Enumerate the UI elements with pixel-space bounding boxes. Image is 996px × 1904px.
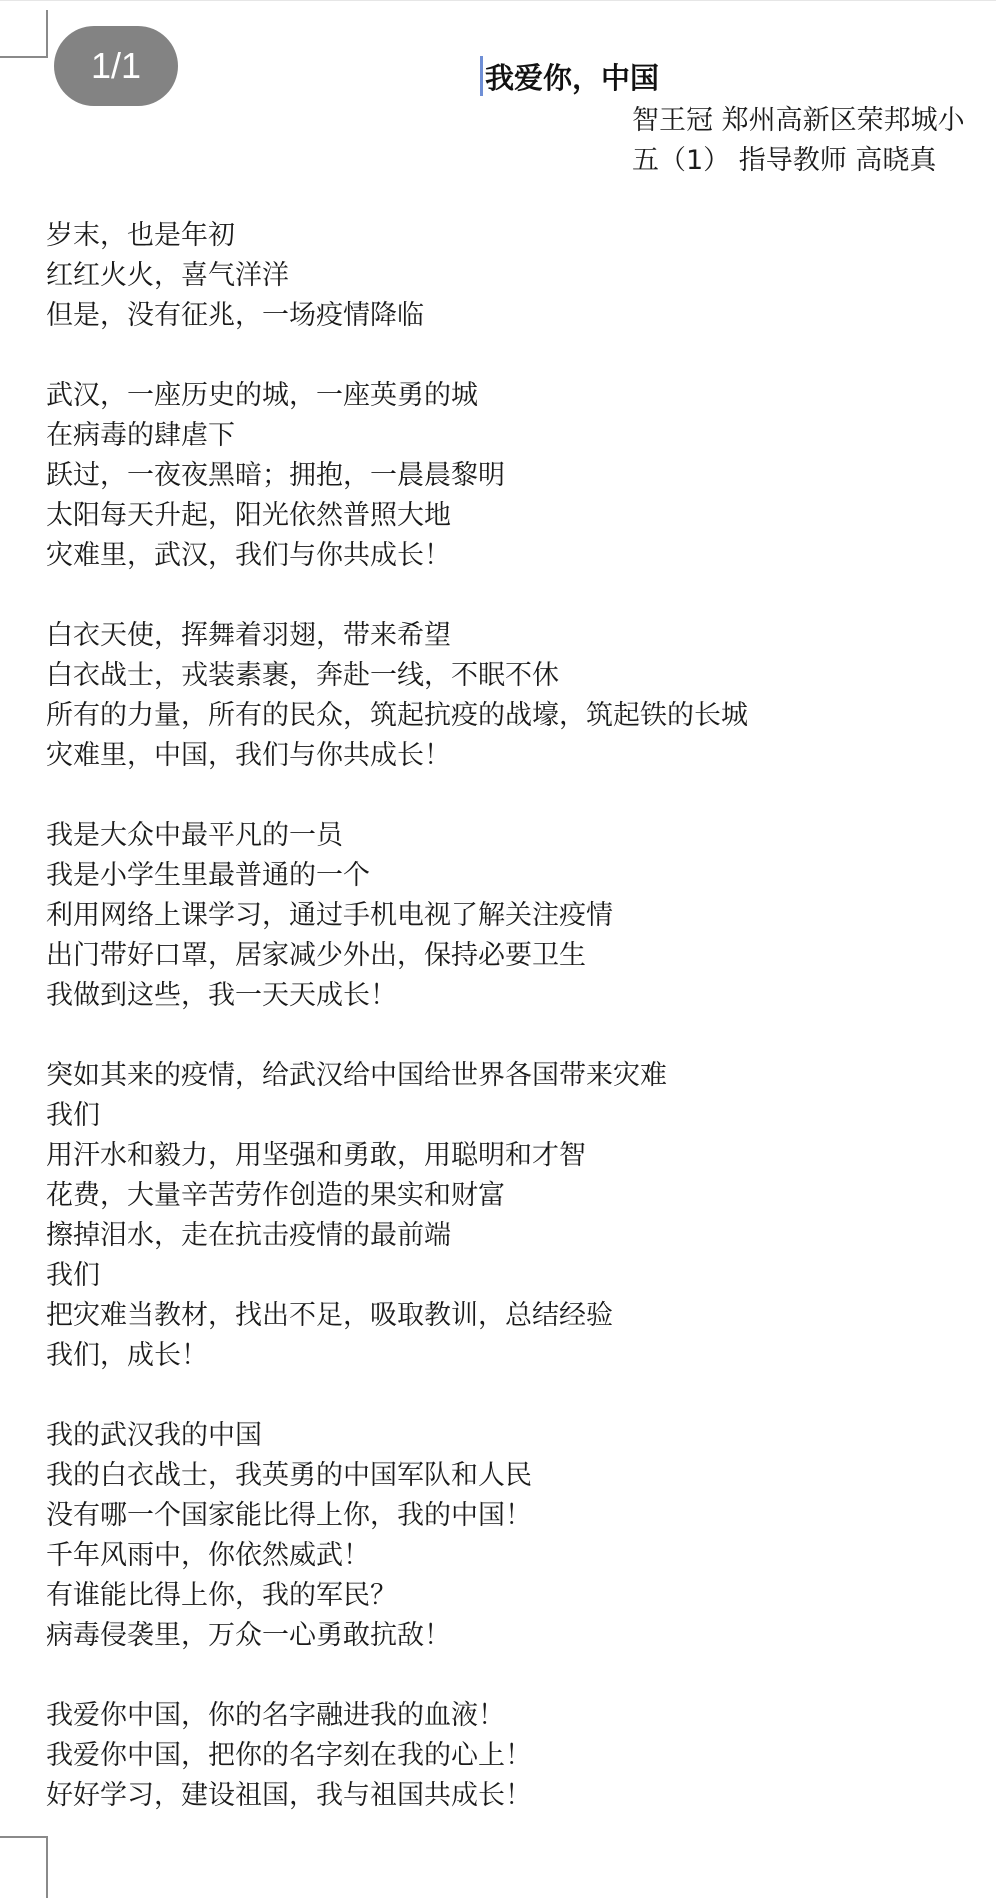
poem-line: 我们，成长！ <box>46 1340 208 1371</box>
poem-line: 跃过，一夜夜黑暗；拥抱，一晨晨黎明 <box>46 460 505 491</box>
byline-author-school: 智王冠 郑州高新区荣邦城小 <box>632 105 965 136</box>
poem-line: 好好学习，建设祖国，我与祖国共成长！ <box>46 1780 532 1811</box>
poem-line: 把灾难当教材，找出不足，吸取教训，总结经验 <box>46 1300 613 1331</box>
poem-line: 我做到这些，我一天天成长！ <box>46 980 397 1011</box>
poem-line: 红红火火，喜气洋洋 <box>46 260 289 291</box>
poem-line: 灾难里，中国，我们与你共成长！ <box>46 740 451 771</box>
poem-line: 擦掉泪水，走在抗击疫情的最前端 <box>46 1220 451 1251</box>
poem-line: 有谁能比得上你，我的军民？ <box>46 1580 397 1611</box>
byline-class-teacher: 五（1） 指导教师 高晓真 <box>632 145 937 176</box>
top-rule <box>0 0 996 1</box>
poem-line: 我的武汉我的中国 <box>46 1420 262 1451</box>
poem-line: 但是，没有征兆，一场疫情降临 <box>46 300 424 331</box>
poem-line: 在病毒的肆虐下 <box>46 420 235 451</box>
page-corner-mark-bottom <box>0 1836 48 1898</box>
poem-stanza <box>46 816 946 1016</box>
poem-stanza <box>46 216 946 336</box>
poem-line: 我爱你中国，把你的名字刻在我的心上！ <box>46 1740 532 1771</box>
poem-stanza <box>46 1056 946 1376</box>
poem-stanza <box>46 376 946 576</box>
poem-line: 病毒侵袭里，万众一心勇敢抗敌！ <box>46 1620 451 1651</box>
poem-line: 千年风雨中，你依然威武！ <box>46 1540 370 1571</box>
poem-line: 所有的力量，所有的民众，筑起抗疫的战壕，筑起铁的长城 <box>46 700 748 731</box>
page-corner-mark-top <box>0 10 48 58</box>
title-area[interactable] <box>480 56 659 96</box>
poem-line: 白衣天使，挥舞着羽翅，带来希望 <box>46 620 451 651</box>
poem-line: 灾难里，武汉，我们与你共成长！ <box>46 540 451 571</box>
page-indicator-badge: 1/1 <box>54 26 178 106</box>
poem-line: 花费，大量辛苦劳作创造的果实和财富 <box>46 1180 505 1211</box>
poem-line: 利用网络上课学习，通过手机电视了解关注疫情 <box>46 900 613 931</box>
poem-line: 太阳每天升起，阳光依然普照大地 <box>46 500 451 531</box>
poem-line: 岁末，也是年初 <box>46 220 235 251</box>
poem-line: 我是大众中最平凡的一员 <box>46 820 343 851</box>
poem-stanza <box>46 616 946 776</box>
document-title: 我爱你，中国 <box>485 60 660 95</box>
poem-line: 我爱你中国，你的名字融进我的血液！ <box>46 1700 505 1731</box>
poem-line: 武汉，一座历史的城，一座英勇的城 <box>46 380 478 411</box>
text-cursor <box>480 56 483 96</box>
poem-line: 我们 <box>46 1100 100 1131</box>
poem-line: 没有哪一个国家能比得上你，我的中国！ <box>46 1500 532 1531</box>
poem-stanza <box>46 1416 946 1656</box>
poem-body <box>46 216 946 1856</box>
poem-line: 用汗水和毅力，用坚强和勇敢，用聪明和才智 <box>46 1140 586 1171</box>
poem-line: 突如其来的疫情，给武汉给中国给世界各国带来灾难 <box>46 1060 667 1091</box>
poem-line: 我的白衣战士，我英勇的中国军队和人民 <box>46 1460 532 1491</box>
poem-line: 我是小学生里最普通的一个 <box>46 860 370 891</box>
poem-line: 白衣战士，戎装素裹，奔赴一线，不眠不休 <box>46 660 559 691</box>
poem-line: 我们 <box>46 1260 100 1291</box>
poem-stanza <box>46 1696 946 1816</box>
poem-line: 出门带好口罩，居家减少外出，保持必要卫生 <box>46 940 586 971</box>
